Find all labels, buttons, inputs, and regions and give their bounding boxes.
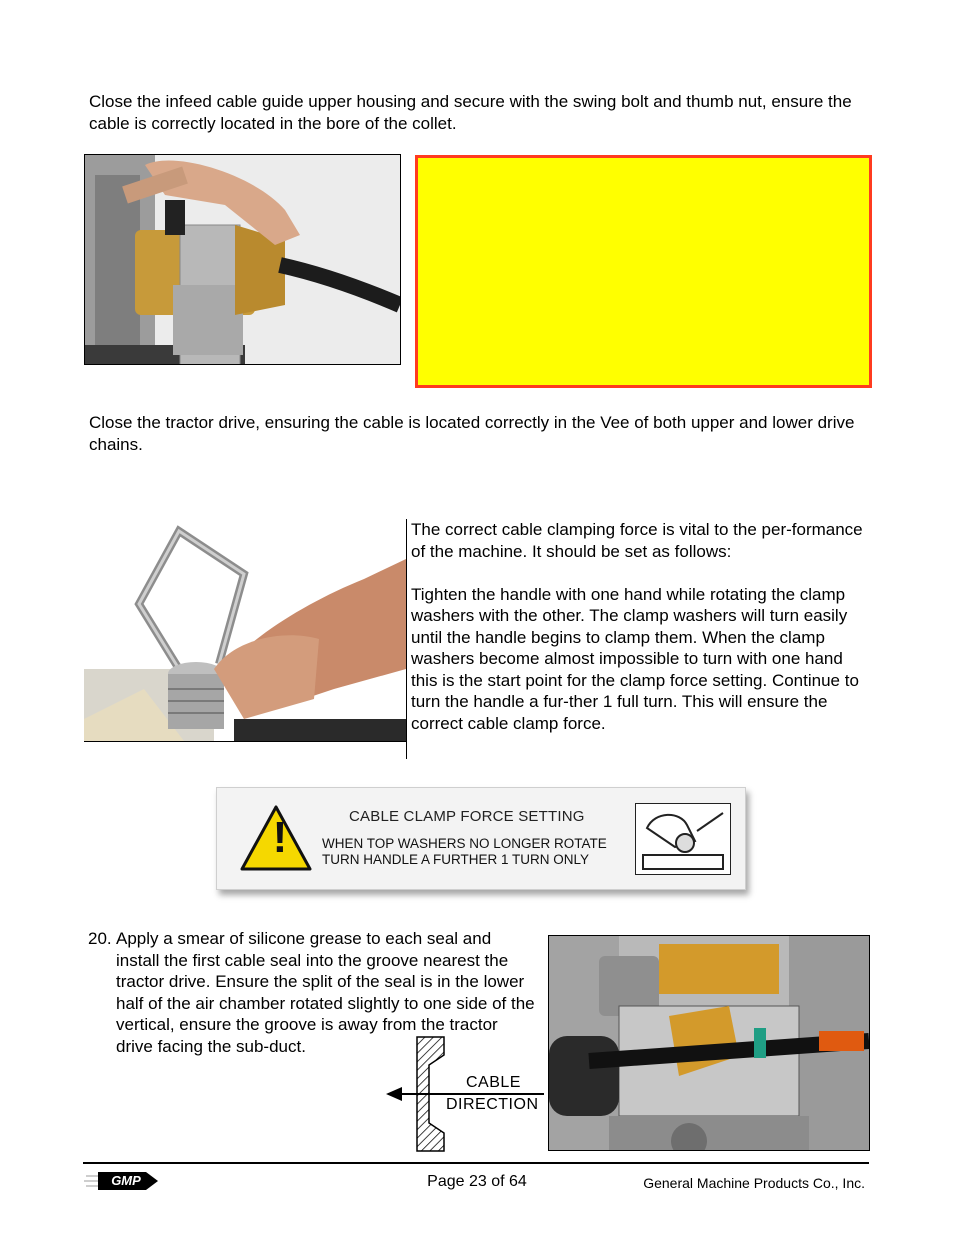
label-line-1: WHEN TOP WASHERS NO LONGER ROTATE [322, 836, 607, 851]
infeed-guide-photo [84, 154, 401, 365]
diagram-label-direction: DIRECTION [446, 1096, 539, 1113]
clamp-paragraph-2: Tighten the handle with one hand while rotating the clamp washers with the other. The clamp washers will turn easily until the handle begins to clamp them. When the clamp washers become almost impossible to turn with one hand this is the start point for the clamp force setting. Continue to turn the handle a fur-ther 1 full turn. This will ensure the correct cable clamp force. [411, 584, 859, 733]
clamp-illustration-icon [635, 803, 731, 875]
seal-profile-icon [384, 1035, 544, 1153]
seal-installation-photo [548, 935, 870, 1151]
clamp-instructions [411, 519, 869, 756]
warning-box [415, 155, 872, 388]
step-text: Apply a smear of silicone grease to each seal and install the first cable seal into the groove nearest the tractor drive. Ensure the split of the seal is in the lower half of the air chamber rotated slightly to one side of the vertical, ensure the groove is away from the tractor drive facing the sub-duct. [116, 929, 535, 1056]
page-number: Page 23 of 64 [427, 1173, 527, 1190]
step-number: 20. [88, 929, 112, 948]
cable-direction-diagram [384, 1035, 544, 1153]
intro-paragraph: Close the infeed cable guide upper housing and secure with the swing bolt and thumb nut, ensure the cable is correctly located in the bore of the collet. [89, 92, 852, 133]
diagram-label-cable: CABLE [466, 1074, 521, 1091]
clamp-paragraph-1: The correct cable clamping force is vital to the per-formance of the machine. It should be set as follows: [411, 520, 863, 561]
company-name: General Machine Products Co., Inc. [643, 1175, 865, 1191]
label-line-2: TURN HANDLE A FURTHER 1 TURN ONLY [322, 852, 590, 867]
warning-exclamation: ! [272, 813, 288, 862]
clamp-text-rule [406, 519, 407, 759]
gmp-logo-text: GMP [111, 1173, 141, 1188]
footer-rule [83, 1162, 869, 1164]
clamp-handle-photo [84, 519, 406, 742]
tractor-paragraph: Close the tractor drive, ensuring the cable is located correctly in the Vee of both upper and lower drive chains. [89, 413, 855, 454]
label-title: CABLE CLAMP FORCE SETTING [349, 808, 585, 825]
clamp-force-label [216, 787, 746, 890]
